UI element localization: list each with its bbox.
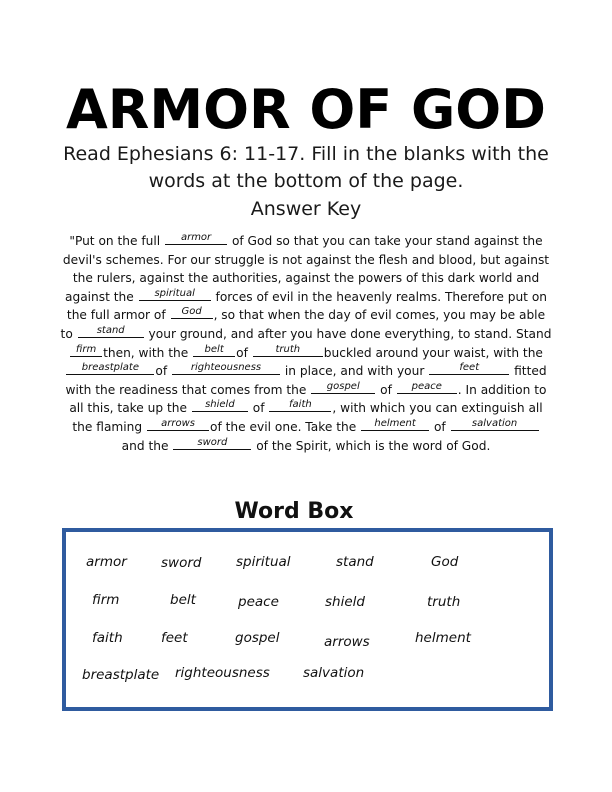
- answer-helment: helment: [374, 417, 416, 429]
- answer-righteousness: righteousness: [190, 362, 262, 374]
- answer-shield: shield: [205, 399, 235, 411]
- word-peace: peace: [238, 594, 279, 610]
- word-feet: feet: [161, 630, 188, 646]
- blank-12: [397, 381, 457, 394]
- passage-text: in place, and with your: [284, 364, 425, 379]
- answer-feet: feet: [459, 362, 480, 374]
- passage-text: of: [252, 401, 265, 416]
- blank-8: [66, 362, 154, 375]
- word-gospel: gospel: [235, 630, 280, 646]
- instructions-line-2: words at the bottom of the page.: [148, 170, 464, 192]
- blank-14: [269, 399, 331, 412]
- passage-text: of the Spirit, which is the word of God.: [256, 438, 491, 453]
- word-righteousness: righteousness: [175, 665, 270, 681]
- word-belt: belt: [170, 592, 196, 608]
- passage-text: your ground, and after you have done everything, to stand. Stand: [148, 326, 552, 341]
- word-stand: stand: [336, 554, 374, 570]
- word-armor: armor: [86, 554, 127, 570]
- blank-1: [165, 232, 227, 245]
- word-arrows: arrows: [324, 634, 370, 650]
- blank-3: [171, 306, 213, 319]
- instructions-line-1: Read Ephesians 6: 11-17. Fill in the blanks with the: [63, 143, 549, 165]
- passage-text: of the evil one. Take the: [210, 419, 357, 434]
- answer-breastplate: breastplate: [81, 362, 139, 374]
- answer-spiritual: spiritual: [154, 287, 195, 299]
- passage-text: and the: [121, 438, 169, 453]
- answer-salvation: salvation: [471, 417, 518, 429]
- passage-text: . In addition to all this, take up the: [69, 382, 547, 416]
- word-salvation: salvation: [303, 665, 365, 681]
- blank-11: [311, 381, 375, 394]
- passage-text: of: [433, 419, 446, 434]
- passage-text: buckled around your waist, with the: [323, 345, 543, 360]
- passage-text: "Put on the full: [69, 234, 161, 248]
- passage-text: of: [236, 345, 248, 360]
- word-box: [62, 528, 553, 711]
- passage-text: then, with the: [103, 345, 189, 360]
- answer-god: God: [181, 306, 202, 318]
- answer-key-label: Answer Key: [250, 198, 362, 220]
- answer-faith: faith: [289, 399, 312, 411]
- answer-peace: peace: [411, 380, 442, 392]
- blank-5: [70, 344, 102, 357]
- passage-text: fitted with the readiness that comes from the: [65, 364, 547, 397]
- blank-16: [361, 418, 429, 431]
- passage-text: of: [380, 382, 392, 397]
- blank-18: [173, 437, 251, 450]
- passage-text: , with which you can extinguish all the flaming: [72, 401, 543, 434]
- blank-2: [139, 288, 211, 301]
- passage-text: of: [155, 364, 168, 379]
- blank-6: [193, 344, 235, 357]
- passage-text: forces of evil in the heavenly realms. Therefore put on the full armor of: [66, 289, 548, 323]
- word-faith: faith: [92, 630, 123, 646]
- word-box-title: Word Box: [234, 499, 354, 524]
- passage-text: , so that when the day of evil comes, you may be able to: [60, 308, 546, 341]
- word-helment: helment: [415, 630, 471, 646]
- answer-armor: armor: [180, 232, 212, 243]
- answer-sword: sword: [197, 436, 228, 448]
- scripture-passage: [60, 232, 552, 455]
- answer-belt: belt: [204, 343, 224, 355]
- word-firm: firm: [92, 592, 120, 608]
- word-spiritual: spiritual: [236, 554, 291, 570]
- answer-firm: firm: [75, 343, 97, 355]
- answer-truth: truth: [275, 343, 301, 355]
- blank-10: [429, 362, 509, 375]
- blank-9: [172, 362, 280, 375]
- passage-text: of God so that you can take your stand against the devil's schemes. For our struggle is not against the flesh and blood, but against the rulers, against the authorities, against the powers of this dark world and against the: [62, 234, 550, 304]
- word-truth: truth: [427, 594, 461, 610]
- blank-15: [147, 418, 209, 431]
- page-title: ARMOR OF GOD: [65, 78, 547, 141]
- word-breastplate: breastplate: [82, 667, 160, 683]
- word-god: God: [431, 554, 459, 570]
- answer-arrows: arrows: [161, 417, 195, 429]
- answer-stand: stand: [96, 324, 125, 336]
- blank-7: [253, 344, 323, 357]
- blank-17: [451, 418, 539, 431]
- answer-gospel: gospel: [326, 380, 360, 392]
- blank-13: [192, 399, 248, 412]
- word-shield: shield: [325, 594, 365, 610]
- word-sword: sword: [161, 555, 202, 571]
- blank-4: [78, 325, 144, 338]
